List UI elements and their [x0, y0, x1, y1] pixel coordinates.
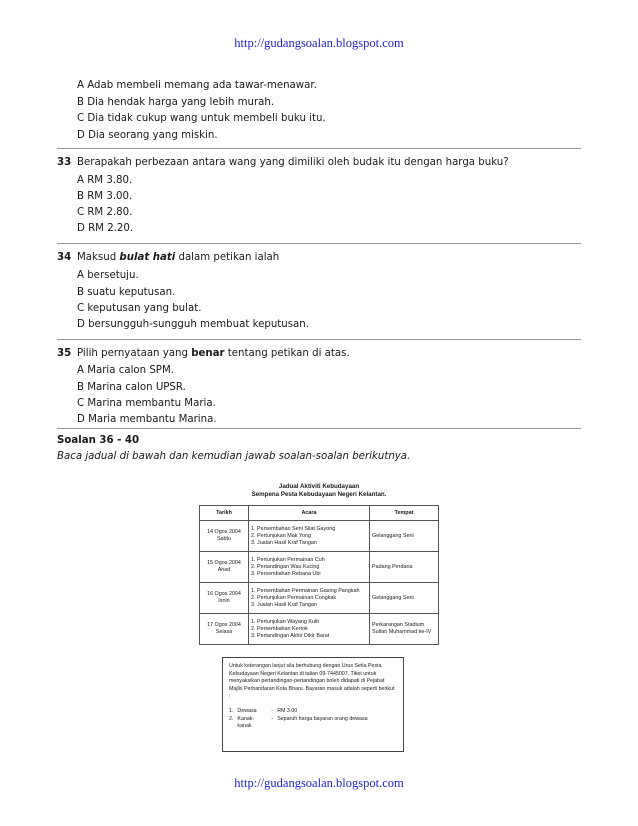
events-cell: 1. Pertunjukan Wayang Kulit 2. Persembahan Kertok 3. Pertandingan Akhir Dikir Barat	[249, 614, 370, 645]
q34-option-a: A bersetuju.	[77, 270, 139, 281]
q35-text: Pilih pernyataan yang benar tentang petikan di atas.	[77, 348, 350, 359]
table-row	[200, 552, 439, 583]
q32-option-b: B Dia hendak harga yang lebih murah.	[77, 97, 275, 108]
divider	[57, 243, 581, 244]
q35-option-c: C Marina membantu Maria.	[77, 398, 216, 409]
table-row	[200, 614, 439, 645]
q33-option-a: A RM 3.80.	[77, 175, 133, 186]
divider	[57, 148, 581, 149]
divider	[57, 339, 581, 340]
table-row	[200, 521, 439, 552]
q34-option-b: B suatu keputusan.	[77, 287, 176, 298]
fee-item: 2. Kanak-kanak - Separuh harga bayaran orang dewasa	[229, 715, 368, 730]
header-tempat: Tempat	[370, 506, 439, 521]
header-tarikh: Tarikh	[200, 506, 249, 521]
q34-option-d: D bersungguh-sungguh membuat keputusan.	[77, 319, 309, 330]
place-cell: Gelanggang Seni	[370, 521, 439, 552]
q35-emphasis: benar	[191, 348, 225, 359]
q32-option-a: A Adab membeli memang ada tawar-menawar.	[77, 80, 317, 91]
date-cell: 17 Ogos 2004 Selasa	[200, 614, 249, 645]
table-caption-subtitle: Sempena Pesta Kebudayaan Negeri Kelantan.	[251, 491, 387, 498]
q33-text: Berapakah perbezaan antara wang yang dimiliki oleh budak itu dengan harga buku?	[77, 157, 509, 168]
events-cell: 1. Persembahan Permainan Gasing Pangkah 2. Pertunjukan Permainan Congkak 3. Jualan Hasil Kraf Tangan	[249, 583, 370, 614]
q34-number: 34	[57, 252, 72, 263]
place-cell: Padang Perdana	[370, 552, 439, 583]
q35-option-a: A Maria calon SPM.	[77, 365, 174, 376]
fee-list	[229, 708, 397, 731]
table-header-row	[200, 506, 439, 521]
date-cell: 15 Ogos 2004 Ahad	[200, 552, 249, 583]
place-cell: Perkarangan Stadium Sultan Muhammad ke-IV	[370, 614, 439, 645]
q35-option-b: B Marina calon UPSR.	[77, 382, 186, 393]
q34-emphasis: bulat hati	[119, 252, 176, 263]
date-cell: 16 Ogos 2004 Isnin	[200, 583, 249, 614]
q35-number: 35	[57, 348, 72, 359]
q34-text: Maksud bulat hati dalam petikan ialah	[77, 252, 280, 263]
q33-option-c: C RM 2.80.	[77, 207, 133, 218]
q32-option-c: C Dia tidak cukup wang untuk membeli buku itu.	[77, 113, 326, 124]
q33-number: 33	[57, 157, 72, 168]
events-cell: 1. Persembahan Seni Silat Gayong 2. Pertunjukan Mak Yong 3. Jualan Hasil Kraf Tangan	[249, 521, 370, 552]
activity-table	[199, 505, 439, 645]
divider	[57, 428, 581, 429]
date-cell: 14 Ogos 2004 Sabtu	[200, 521, 249, 552]
events-cell: 1. Pertunjukan Permainan Cuh 2. Pertandingan Wau Kucing 3. Persembahan Rebana Ubi	[249, 552, 370, 583]
q35-option-d: D Maria membantu Marina.	[77, 414, 217, 425]
fee-item: 1. Dewasa - RM 3.00	[229, 707, 298, 714]
info-note-box	[222, 657, 404, 752]
table-row	[200, 583, 439, 614]
footer-url[interactable]: http://gudangsoalan.blogspot.com	[234, 776, 404, 790]
note-text: Untuk keterangan lanjut sila berhubung dengan Urus Setia Pesta Kebudayaan Negeri Kelantan di talian 09-7445007. Tiket untuk menyaksikan pertandingan-pertandingan boleh didapati di Pejabat Majlis Perbandaran Kota Bharu. Bayaran masuk adalah seperti berikut :	[229, 663, 395, 700]
table-caption-title: Jadual Aktiviti Kebudayaan	[278, 483, 360, 490]
q34-option-c: C keputusan yang bulat.	[77, 303, 202, 314]
q33-option-d: D RM 2.20.	[77, 223, 134, 234]
place-cell: Gelanggang Seni	[370, 583, 439, 614]
section-instruction: Baca jadual di bawah dan kemudian jawab soalan-soalan berikutnya.	[57, 451, 411, 462]
q33-option-b: B RM 3.00.	[77, 191, 133, 202]
section-title: Soalan 36 - 40	[57, 435, 140, 446]
header-acara: Acara	[249, 506, 370, 521]
q32-option-d: D Dia seorang yang miskin.	[77, 130, 218, 141]
header-url[interactable]: http://gudangsoalan.blogspot.com	[234, 36, 404, 50]
